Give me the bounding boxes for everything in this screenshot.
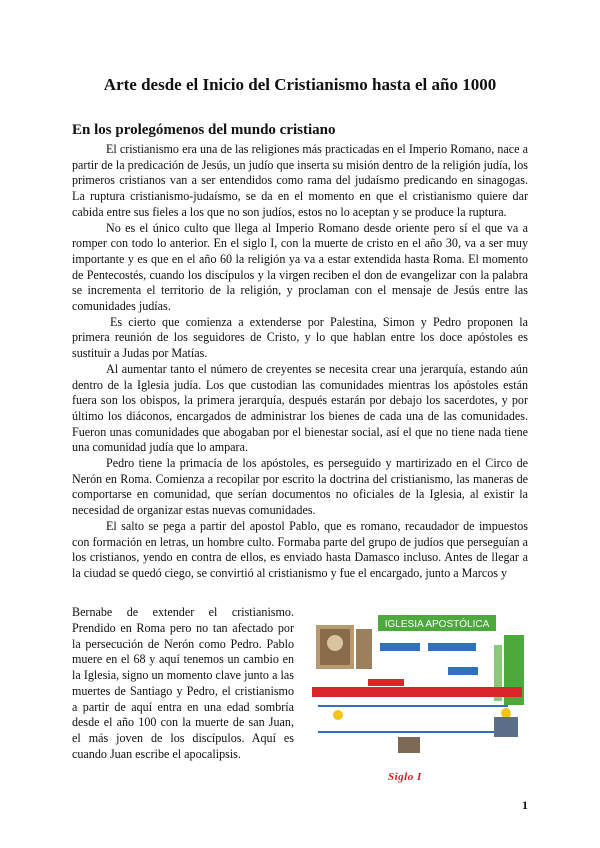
page-title: Arte desde el Inicio del Cristianismo hasta el año 1000 — [103, 75, 497, 94]
timeline-illustration — [308, 605, 530, 773]
body-text — [72, 142, 528, 582]
section-heading: En los prolegómenos del mundo cristiano — [72, 122, 336, 138]
paragraph: Es cierto que comienza a extenderse por Palestina, Simon y Pedro proponen la primera reunión de los seguidores de Cristo, y lo que hablan entre los doce apóstoles es sustituir a Judas por Matías. — [72, 314, 528, 361]
paragraph: El cristianismo era una de las religiones más practicadas en el Imperio Romano, nace a partir de la predicación de Jesús, un judío que inserta su misión dentro de la religión judía, los primeros cristianos van a ser entendidos como rama del judaísmo predicando en sinagogas. La ruptura cristianismo-judaísmo, se da en el momento en que el cristianismo quiere dar cabida entre sus fieles a los que no son judíos, estos no lo aceptan y se produce la ruptura. — [72, 142, 528, 219]
banner-label: IGLESIA APOSTÓLICA — [384, 619, 490, 630]
paragraph: No es el único culto que llega al Imperio Romano desde oriente pero sí el que va a romper con todo lo anterior. En el siglo I, con la muerte de cristo en el año 30, va a ser muy importante y es que en el año 60 la religión ya va a estar extendida hasta Roma. El momento de Pentecostés, cuando los discípulos y la virgen reciben el don de evangelizar con la palabra se incrementa el territorio de la religión, y proclaman con el mensaje de Jesús entre las comunidades judías. — [72, 220, 528, 314]
paragraph: El salto se pega a partir del apostol Pablo, que es romano, recaudador de impuestos con formación en letras, un hombre culto. Formaba parte del grupo de judíos que perseguían a los cristianos, yendo en contra de ellos, es enviado hasta Damasco incluso. Antes de llegar a la ciudad se quedó ciego, se convirtió al cristianismo y fue el encargado, junto a Marcos y — [72, 518, 528, 580]
page-number: 1 — [522, 798, 528, 812]
paragraph: Al aumentar tanto el número de creyentes se necesita crear una jerarquía, estando aún dentro de la Iglesia judía. Los que custodian las comunidades mientras los apóstoles están fuera son los obispos, la primera jerarquía, después estarán por debajo los sacerdotes, y por último los diáconos, encargados de administrar los bienes de cada una de las comunidades. Fueron unas comunidades que abogaban por el bienestar social, así el que no tiene nada tiene una comunidad judía que lo ampara. — [72, 361, 528, 455]
wrap-line: Bernabe de extender el cristianismo. — [72, 605, 294, 619]
paragraph: Pedro tiene la primacía de los apóstoles, es perseguido y martirizado en el Circo de Nerón en Roma. Comienza a recopilar por escrito la doctrina del cristianismo, las maneras de comportarse en comunidad, que serían documentos no oficiales de la Iglesia, al existir la necesidad de organizar estas nuevas comunidades. — [72, 456, 528, 518]
figure-caption: Siglo I — [388, 771, 422, 783]
timeline-figure — [308, 605, 530, 773]
timeline-bar — [312, 687, 522, 697]
wrap-paragraph: Prendido en Roma pero no tan afectado por la persecución de Nerón como Pedro. Pablo muere en el 68 y aquí tenemos un cambio en la Iglesia, signo un momento clave junto a las muertes de Santiago y Pedro, el cristianismo a partir de aquí entra en una edad sombría desde el año 100 con la muerte de san Juan, el más joven de los discípulos. Aquí es cuando Juan escribe el apocalipsis. — [72, 621, 294, 761]
